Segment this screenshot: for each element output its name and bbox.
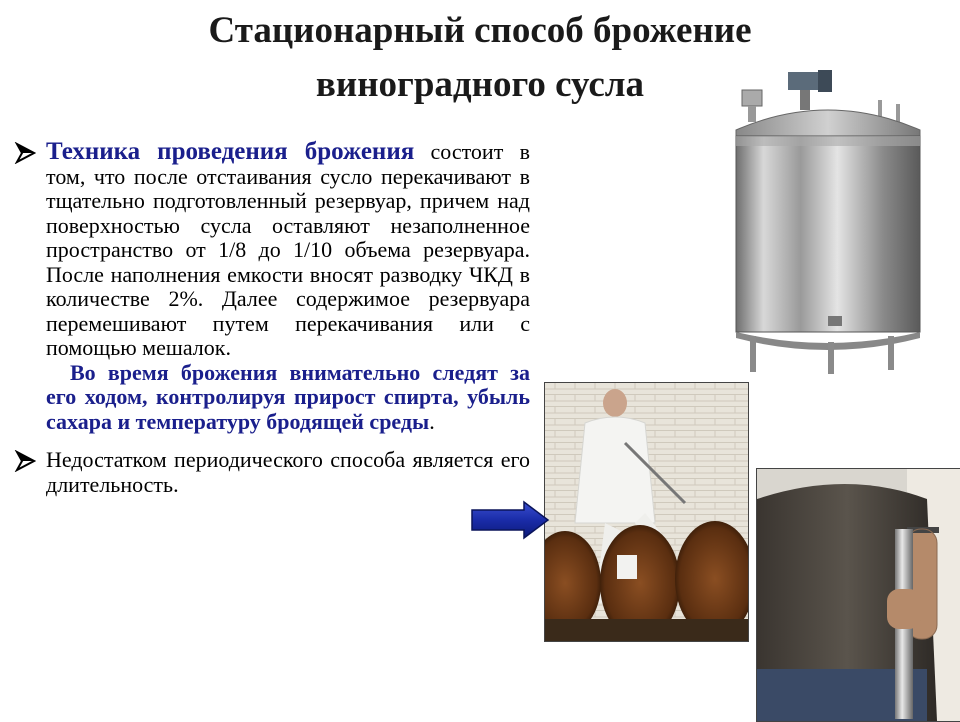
- bullet-highlight-end: .: [429, 408, 435, 434]
- bullet-drawback: [14, 448, 530, 497]
- title-line-2: виноградного сусла: [315, 64, 645, 105]
- bullet-body: состоит в том, что после отстаивания сусло перекачивают в тщательно подготовленный резервуар, причем над поверхностью сусла оставляют незаполненное пространство от 1/8 до 1/10 объема резервуара. После наполнения емкости вносят разводку ЧКД в количестве 2%. Далее содержимое резервуара перемешивают путем перекачивания или с помощью мешалок.: [46, 139, 530, 360]
- fermentation-tank-image: [728, 70, 928, 375]
- blue-arrow-icon: [470, 500, 550, 540]
- bullet-technique-text: [46, 140, 530, 434]
- bullet-heading: Техника проведения брожения: [46, 138, 415, 165]
- bullet-highlight: Во время брожения внимательно следят за его ходом, контролируя прирост спирта, убыль сахара и температуру бродящей среды: [46, 359, 530, 434]
- arrowhead-bullet-icon: [14, 450, 36, 472]
- arrowhead-bullet-icon: [14, 142, 36, 164]
- bullet-technique: [14, 140, 530, 434]
- bullet-drawback-text: Недостатком периодического способа является его длительность.: [46, 447, 530, 497]
- title-line-1: Стационарный способ брожение: [208, 10, 752, 51]
- barrel-sampling-photo: [544, 382, 749, 642]
- slide-content: [14, 140, 530, 497]
- hydrometer-photo: [756, 468, 960, 722]
